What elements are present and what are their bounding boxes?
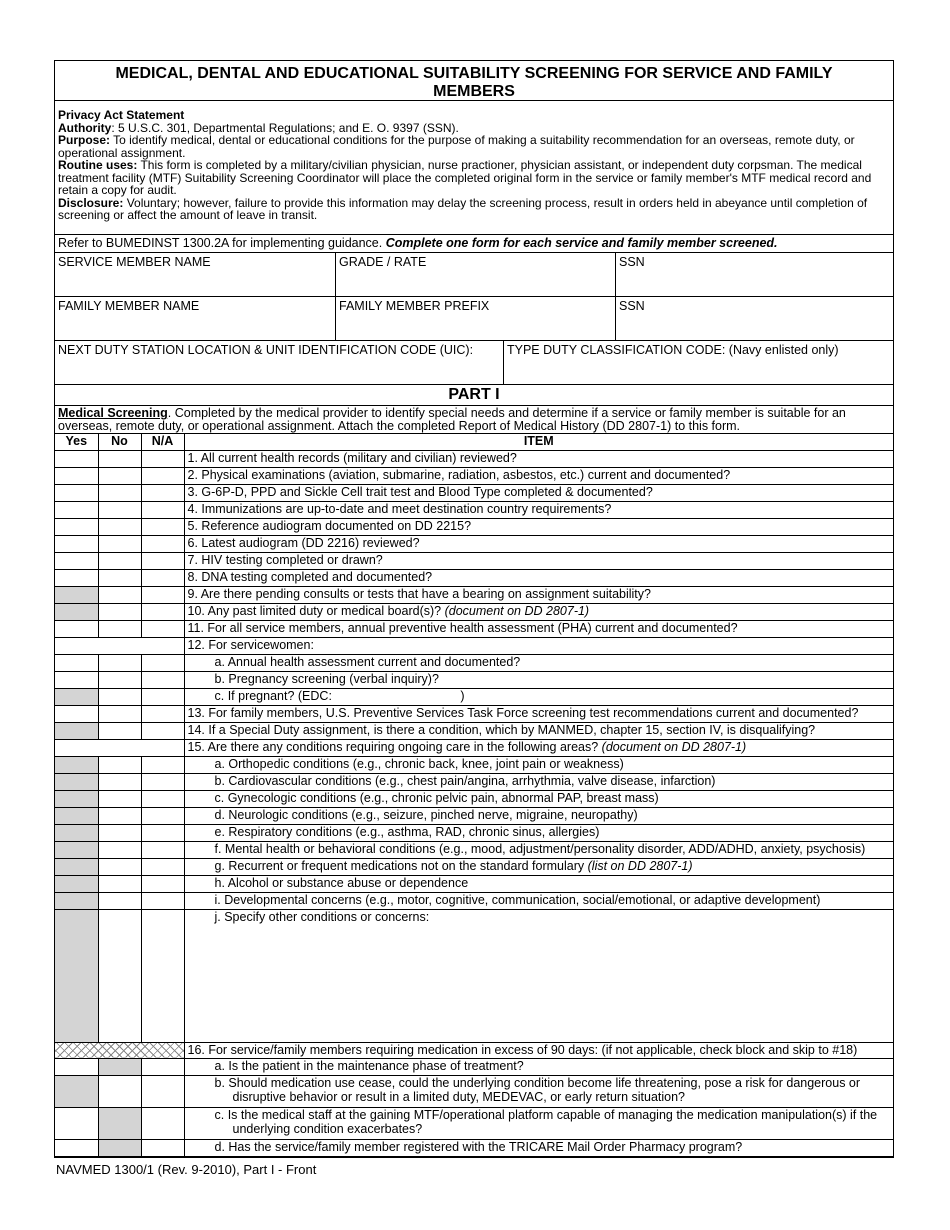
medical-screening-instructions <box>55 406 893 434</box>
item-6: 6. Latest audiogram (DD 2216) reviewed? <box>184 535 893 552</box>
yes-checkbox[interactable] <box>55 1107 98 1139</box>
table-row <box>55 756 893 773</box>
no-checkbox[interactable] <box>98 518 141 535</box>
table-row <box>55 1107 893 1139</box>
table-row <box>55 705 893 722</box>
yes-checkbox[interactable] <box>55 705 98 722</box>
table-row <box>55 1139 893 1156</box>
table-row <box>55 569 893 586</box>
yes-checkbox[interactable] <box>55 654 98 671</box>
na-checkbox[interactable] <box>141 858 184 875</box>
no-checkbox[interactable] <box>98 484 141 501</box>
yes-checkbox[interactable] <box>55 688 98 705</box>
na-checkbox[interactable] <box>141 875 184 892</box>
table-row <box>55 875 893 892</box>
purpose-text: To identify medical, dental or educational conditions for the purpose of making a suitability recommendation for an overseas, remote duty, or operational assignment. <box>58 133 855 160</box>
item-15c: c. Gynecologic conditions (e.g., chronic pelvic pain, abnormal PAP, breast mass) <box>184 790 893 807</box>
table-row <box>55 501 893 518</box>
item-15e: e. Respiratory conditions (e.g., asthma, RAD, chronic sinus, allergies) <box>184 824 893 841</box>
yes-checkbox[interactable] <box>55 824 98 841</box>
yes-checkbox[interactable] <box>55 552 98 569</box>
na-checkbox[interactable] <box>141 773 184 790</box>
no-checkbox[interactable] <box>98 1139 141 1156</box>
empty-cell <box>141 739 184 756</box>
no-checkbox[interactable] <box>98 756 141 773</box>
table-row <box>55 603 893 620</box>
no-checkbox[interactable] <box>98 773 141 790</box>
screening-form <box>54 60 894 1158</box>
service-member-ssn-field[interactable]: SSN <box>619 255 645 269</box>
no-checkbox[interactable] <box>98 875 141 892</box>
no-checkbox[interactable] <box>98 552 141 569</box>
item-12a: a. Annual health assessment current and documented? <box>184 654 893 671</box>
item-11: 11. For all service members, annual preventive health assessment (PHA) current and documented? <box>184 620 893 637</box>
na-checkbox[interactable] <box>141 1139 184 1156</box>
item-15g <box>184 858 893 875</box>
item-12: 12. For servicewomen: <box>184 637 893 654</box>
no-checkbox[interactable] <box>98 1058 141 1075</box>
yes-checkbox[interactable] <box>55 790 98 807</box>
na-checkbox[interactable] <box>141 756 184 773</box>
routine-uses-label: Routine uses: <box>58 158 138 172</box>
item-12c: c. If pregnant? (EDC: ) <box>184 688 893 705</box>
no-checkbox[interactable] <box>98 688 141 705</box>
na-checkbox[interactable] <box>141 790 184 807</box>
form-title: MEDICAL, DENTAL AND EDUCATIONAL SUITABILITY SCREENING FOR SERVICE AND FAMILY MEMBERS <box>55 61 893 101</box>
form-number-footer: NAVMED 1300/1 (Rev. 9-2010), Part I - Front <box>56 1162 317 1177</box>
na-checkbox[interactable] <box>141 1075 184 1107</box>
yes-checkbox[interactable] <box>55 722 98 739</box>
item-15a: a. Orthopedic conditions (e.g., chronic back, knee, joint pain or weakness) <box>184 756 893 773</box>
table-row <box>55 654 893 671</box>
na-checkbox[interactable] <box>141 467 184 484</box>
purpose-label: Purpose: <box>58 133 111 147</box>
yes-checkbox[interactable] <box>55 909 98 1042</box>
yes-checkbox[interactable] <box>55 501 98 518</box>
family-member-name-field[interactable]: FAMILY MEMBER NAME <box>55 297 336 340</box>
yes-header: Yes <box>55 434 98 450</box>
item-16a: a. Is the patient in the maintenance phase of treatment? <box>184 1058 893 1075</box>
yes-checkbox[interactable] <box>55 603 98 620</box>
yes-checkbox[interactable] <box>55 620 98 637</box>
no-checkbox[interactable] <box>98 654 141 671</box>
authority-label: Authority <box>58 120 112 135</box>
no-checkbox[interactable] <box>98 1107 141 1139</box>
table-row <box>55 909 893 1042</box>
empty-cell <box>55 637 98 654</box>
table-row <box>55 671 893 688</box>
next-duty-station-field[interactable]: NEXT DUTY STATION LOCATION & UNIT IDENTIFICATION CODE (UIC): <box>55 341 504 384</box>
na-header: N/A <box>141 434 184 450</box>
na-checkbox[interactable] <box>141 1107 184 1139</box>
table-row <box>55 807 893 824</box>
table-row <box>55 1075 893 1107</box>
empty-cell <box>141 637 184 654</box>
item-16c: c. Is the medical staff at the gaining MTF/operational platform capable of managing the medication manipulation(s) if the underlying condition exacerbates? <box>184 1107 893 1139</box>
yes-checkbox[interactable] <box>55 569 98 586</box>
service-member-name-field[interactable]: SERVICE MEMBER NAME <box>55 253 336 296</box>
no-checkbox[interactable] <box>98 909 141 1042</box>
na-checkbox[interactable] <box>141 586 184 603</box>
no-checkbox[interactable] <box>98 467 141 484</box>
na-checkbox[interactable] <box>141 688 184 705</box>
na-checkbox[interactable] <box>141 705 184 722</box>
yes-checkbox[interactable] <box>55 450 98 467</box>
refer-text: Refer to BUMEDINST 1300.2A for implementing guidance. <box>58 236 386 250</box>
type-duty-classification-field[interactable]: TYPE DUTY CLASSIFICATION CODE: (Navy enlisted only) <box>507 343 839 357</box>
no-checkbox[interactable] <box>98 501 141 518</box>
no-checkbox[interactable] <box>98 671 141 688</box>
table-row <box>55 824 893 841</box>
item-15b: b. Cardiovascular conditions (e.g., chest pain/angina, arrhythmia, valve disease, infarction) <box>184 773 893 790</box>
no-checkbox[interactable] <box>98 1075 141 1107</box>
item-1: 1. All current health records (military and civilian) reviewed? <box>184 450 893 467</box>
na-checkbox[interactable] <box>141 501 184 518</box>
grade-rate-field[interactable]: GRADE / RATE <box>336 253 616 296</box>
authority-text: : 5 U.S.C. 301, Departmental Regulations; and E. O. 9397 (SSN). <box>111 120 459 135</box>
item-15g-note: (list on DD 2807-1) <box>587 858 693 873</box>
disclosure-text: Voluntary; however, failure to provide this information may delay the screening process, result in orders held in abeyance until completion of screening or affect the amount of leave in transit. <box>58 195 868 222</box>
table-row <box>55 552 893 569</box>
part-heading: PART I <box>55 385 893 406</box>
yes-checkbox[interactable] <box>55 756 98 773</box>
table-row <box>55 688 893 705</box>
no-header: No <box>98 434 141 450</box>
refer-emphasis: Complete one form for each service and family member screened. <box>385 236 778 250</box>
table-row <box>55 739 893 756</box>
na-checkbox[interactable] <box>141 450 184 467</box>
no-checkbox[interactable] <box>98 892 141 909</box>
privacy-heading: Privacy Act Statement <box>58 108 185 122</box>
yes-checkbox[interactable] <box>55 671 98 688</box>
item-16: 16. For service/family members requiring medication in excess of 90 days: (if not applicable, check block and skip to #18) <box>184 1042 893 1058</box>
na-checkbox[interactable] <box>141 620 184 637</box>
no-checkbox[interactable] <box>98 722 141 739</box>
yes-checkbox[interactable] <box>55 875 98 892</box>
yes-checkbox[interactable] <box>55 467 98 484</box>
privacy-act-statement <box>55 101 893 235</box>
no-checkbox[interactable] <box>98 450 141 467</box>
table-row <box>55 620 893 637</box>
table-row <box>55 467 893 484</box>
item-2: 2. Physical examinations (aviation, submarine, radiation, asbestos, etc.) current and documented? <box>184 467 893 484</box>
no-checkbox[interactable] <box>98 603 141 620</box>
yes-checkbox[interactable] <box>55 892 98 909</box>
yes-checkbox[interactable] <box>55 807 98 824</box>
disclosure-label: Disclosure: <box>58 195 124 210</box>
item-15 <box>184 739 893 756</box>
na-checkbox[interactable] <box>141 1058 184 1075</box>
family-member-row <box>55 297 893 341</box>
na-checkbox[interactable] <box>141 535 184 552</box>
not-applicable-checkbox[interactable] <box>55 1042 184 1058</box>
item-9: 9. Are there pending consults or tests that have a bearing on assignment suitability? <box>184 586 893 603</box>
item-16d: d. Has the service/family member registered with the TRICARE Mail Order Pharmacy program? <box>184 1139 893 1156</box>
na-checkbox[interactable] <box>141 671 184 688</box>
routine-uses-text: This form is completed by a military/civilian physician, nurse practioner, physician assistant, or independent duty corpsman. The medical treatment facility (MTF) Suitability Screening Coordinator will place the completed original form in the service or family member's MTF medical record and retain a copy for audit. <box>58 158 872 197</box>
item-3: 3. G-6P-D, PPD and Sickle Cell trait test and Blood Type completed & documented? <box>184 484 893 501</box>
item-10 <box>184 603 893 620</box>
table-row <box>55 586 893 603</box>
na-checkbox[interactable] <box>141 807 184 824</box>
yes-checkbox[interactable] <box>55 858 98 875</box>
na-checkbox[interactable] <box>141 603 184 620</box>
item-13: 13. For family members, U.S. Preventive Services Task Force screening test recommendations current and documented? <box>184 705 893 722</box>
table-row <box>55 858 893 875</box>
item-15g-text: g. Recurrent or frequent medications not on the standard formulary <box>214 858 588 873</box>
table-row <box>55 518 893 535</box>
table-row <box>55 637 893 654</box>
table-row <box>55 722 893 739</box>
item-15h: h. Alcohol or substance abuse or dependence <box>184 875 893 892</box>
item-5: 5. Reference audiogram documented on DD 2215? <box>184 518 893 535</box>
na-checkbox[interactable] <box>141 909 184 1042</box>
family-member-prefix-field[interactable]: FAMILY MEMBER PREFIX <box>336 297 616 340</box>
refer-guidance <box>55 235 893 253</box>
item-15d: d. Neurologic conditions (e.g., seizure, pinched nerve, migraine, neuropathy) <box>184 807 893 824</box>
yes-checkbox[interactable] <box>55 1058 98 1075</box>
na-checkbox[interactable] <box>141 841 184 858</box>
no-checkbox[interactable] <box>98 586 141 603</box>
yes-checkbox[interactable] <box>55 1139 98 1156</box>
table-row <box>55 841 893 858</box>
yes-checkbox[interactable] <box>55 773 98 790</box>
no-checkbox[interactable] <box>98 620 141 637</box>
table-row <box>55 773 893 790</box>
empty-cell <box>55 739 98 756</box>
na-checkbox[interactable] <box>141 569 184 586</box>
no-checkbox[interactable] <box>98 824 141 841</box>
no-checkbox[interactable] <box>98 841 141 858</box>
item-7: 7. HIV testing completed or drawn? <box>184 552 893 569</box>
item-15f: f. Mental health or behavioral conditions (e.g., mood, adjustment/personality disorder, ADD/ADHD, anxiety, psychosis) <box>184 841 893 858</box>
na-checkbox[interactable] <box>141 552 184 569</box>
no-checkbox[interactable] <box>98 569 141 586</box>
yes-checkbox[interactable] <box>55 535 98 552</box>
na-checkbox[interactable] <box>141 484 184 501</box>
family-member-ssn-field[interactable]: SSN <box>619 299 645 313</box>
yes-checkbox[interactable] <box>55 484 98 501</box>
no-checkbox[interactable] <box>98 705 141 722</box>
na-checkbox[interactable] <box>141 722 184 739</box>
na-checkbox[interactable] <box>141 892 184 909</box>
item-15-note: (document on DD 2807-1) <box>601 739 747 754</box>
table-row <box>55 450 893 467</box>
item-16b: b. Should medication use cease, could the underlying condition become life threatening, pose a risk for dangerous or disruptive behavior or result in a limited duty, MEDEVAC, or early return situation? <box>184 1075 893 1107</box>
table-row <box>55 1042 893 1058</box>
table-row <box>55 484 893 501</box>
medical-screening-label: Medical Screening <box>58 406 168 420</box>
medical-screening-text: . Completed by the medical provider to identify special needs and determine if a service or family member is suitable for an overseas, remote duty, or operational assignment. Attach the completed Report of Medical History (DD 2807-1) to this form. <box>58 406 846 433</box>
yes-checkbox[interactable] <box>55 586 98 603</box>
table-row <box>55 1058 893 1075</box>
no-checkbox[interactable] <box>98 807 141 824</box>
na-checkbox[interactable] <box>141 518 184 535</box>
yes-checkbox[interactable] <box>55 518 98 535</box>
yes-checkbox[interactable] <box>55 1075 98 1107</box>
empty-cell <box>98 637 141 654</box>
screening-table <box>55 434 893 1157</box>
item-10-note: (document on DD 2807-1) <box>444 603 590 618</box>
yes-checkbox[interactable] <box>55 841 98 858</box>
na-checkbox[interactable] <box>141 654 184 671</box>
item-header: ITEM <box>184 434 893 450</box>
no-checkbox[interactable] <box>98 790 141 807</box>
item-15-text: 15. Are there any conditions requiring ongoing care in the following areas? <box>187 739 602 754</box>
table-row <box>55 535 893 552</box>
table-row <box>55 790 893 807</box>
na-checkbox[interactable] <box>141 824 184 841</box>
item-15j[interactable]: j. Specify other conditions or concerns: <box>184 909 893 1042</box>
table-header-row <box>55 434 893 450</box>
table-row <box>55 892 893 909</box>
service-member-row <box>55 253 893 297</box>
no-checkbox[interactable] <box>98 858 141 875</box>
item-10-text: 10. Any past limited duty or medical board(s)? <box>187 603 445 618</box>
item-12b: b. Pregnancy screening (verbal inquiry)? <box>184 671 893 688</box>
empty-cell <box>98 739 141 756</box>
item-4: 4. Immunizations are up-to-date and meet destination country requirements? <box>184 501 893 518</box>
item-14: 14. If a Special Duty assignment, is there a condition, which by MANMED, chapter 15, section IV, is disqualifying? <box>184 722 893 739</box>
no-checkbox[interactable] <box>98 535 141 552</box>
item-15i: i. Developmental concerns (e.g., motor, cognitive, communication, social/emotional, or adaptive development) <box>184 892 893 909</box>
duty-station-row <box>55 341 893 385</box>
item-8: 8. DNA testing completed and documented? <box>184 569 893 586</box>
